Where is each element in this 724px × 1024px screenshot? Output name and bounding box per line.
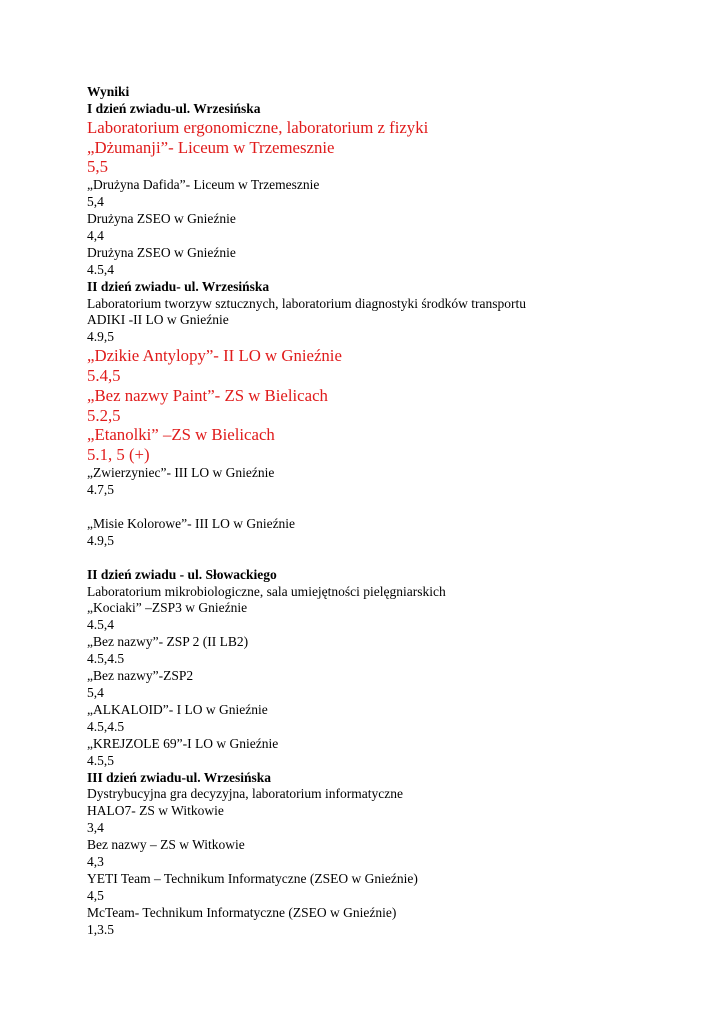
team-name: „Bez nazwy”-ZSP2 <box>87 668 194 684</box>
team-score: 4.5,4.5 <box>87 651 125 667</box>
team-name: ADIKI -II LO w Gnieźnie <box>87 312 229 328</box>
team-score: 4.7,5 <box>87 481 114 497</box>
team-score: 4.9,5 <box>87 532 114 548</box>
team-score: 4,4 <box>87 227 104 243</box>
team-score: 3,4 <box>87 820 104 836</box>
team-score: 5.2,5 <box>87 405 121 425</box>
team-score: 4.9,5 <box>87 329 114 345</box>
team-name: „Dżumanji”- Liceum w Trzemesznie <box>87 137 335 157</box>
team-score: 4.5,4.5 <box>87 718 125 734</box>
day2a-labs: Laboratorium tworzyw sztucznych, laboratorium diagnostyki środków transportu <box>87 295 527 311</box>
team-name: Drużyna ZSEO w Gnieźnie <box>87 211 236 227</box>
team-score: 5,4 <box>87 194 104 210</box>
team-score: 4.5,5 <box>87 752 114 768</box>
team-name: YETI Team – Technikum Informatyczne (ZSEO w Gnieźnie) <box>87 870 418 886</box>
blank-line <box>87 550 687 567</box>
team-score: 4,3 <box>87 854 104 870</box>
team-score: 4,5 <box>87 887 104 903</box>
team-name: Bez nazwy – ZS w Witkowie <box>87 837 245 853</box>
team-score: 5.1, 5 (+) <box>87 445 150 465</box>
day2b-labs: Laboratorium mikrobiologiczne, sala umiejętności pielęgniarskich <box>87 583 446 599</box>
team-name: „KREJZOLE 69”-I LO w Gnieźnie <box>87 735 279 751</box>
day1-heading: I dzień zwiadu-ul. Wrzesińska <box>87 100 261 116</box>
team-score: 4.5,4 <box>87 617 114 633</box>
team-name: „Misie Kolorowe”- III LO w Gnieźnie <box>87 515 296 531</box>
team-name: „Bez nazwy”- ZSP 2 (II LB2) <box>87 634 249 650</box>
blank-line <box>87 499 687 516</box>
day2a-heading: II dzień zwiadu- ul. Wrzesińska <box>87 278 270 294</box>
team-name: Drużyna ZSEO w Gnieźnie <box>87 244 236 260</box>
page-title: Wyniki <box>87 84 130 99</box>
team-name: „ALKALOID”- I LO w Gnieźnie <box>87 701 268 717</box>
team-name: „Etanolki” –ZS w Bielicach <box>87 425 275 445</box>
team-score: 5,5 <box>87 157 108 177</box>
team-name: „Zwierzyniec”- III LO w Gnieźnie <box>87 465 275 481</box>
team-name: McTeam- Technikum Informatyczne (ZSEO w Gnieźnie) <box>87 904 397 920</box>
team-score: 5,4 <box>87 685 104 701</box>
team-name: „Bez nazwy Paint”- ZS w Bielicach <box>87 385 328 405</box>
team-name: „Dzikie Antylopy”- II LO w Gnieźnie <box>87 346 342 366</box>
day1-labs: Laboratorium ergonomiczne, laboratorium z fizyki <box>87 117 429 137</box>
day3-heading: III dzień zwiadu-ul. Wrzesińska <box>87 769 272 785</box>
results-document <box>87 84 687 939</box>
day2b-heading: II dzień zwiadu - ul. Słowackiego <box>87 566 277 582</box>
team-name: HALO7- ZS w Witkowie <box>87 803 224 819</box>
team-name: „Kociaki” –ZSP3 w Gnieźnie <box>87 600 248 616</box>
team-score: 4.5,4 <box>87 261 114 277</box>
team-score: 1,3.5 <box>87 921 114 937</box>
team-name: „Drużyna Dafida”- Liceum w Trzemesznie <box>87 177 320 193</box>
day3-labs: Dystrybucyjna gra decyzyjna, laboratorium informatyczne <box>87 786 404 802</box>
team-score: 5.4,5 <box>87 366 121 386</box>
